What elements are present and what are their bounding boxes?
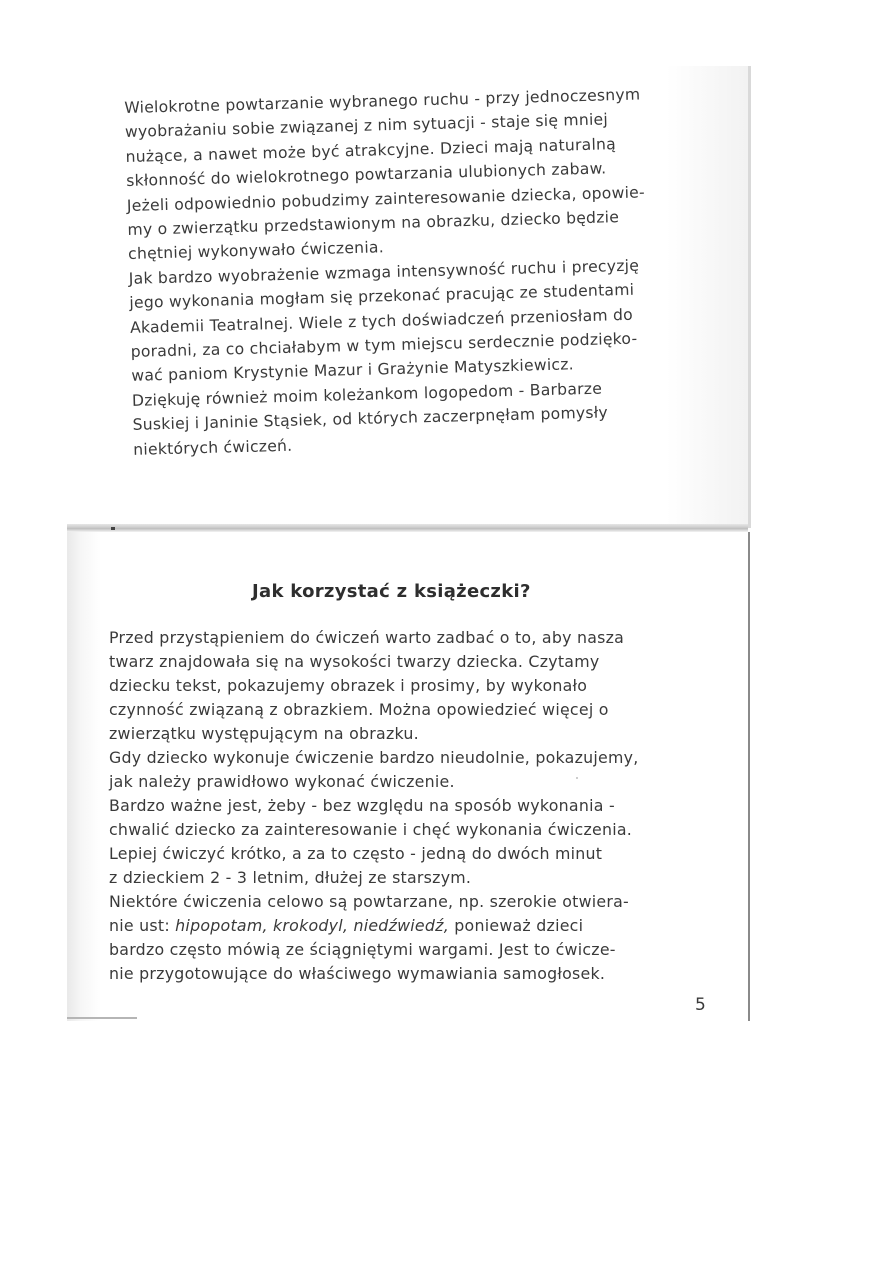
page-edge-line (67, 1017, 137, 1019)
upper-page (67, 66, 751, 528)
text-line: Wielokrotne powtarzanie wybranego ruchu - przy jednoczesnym (124, 85, 641, 117)
text-line: wyobrażaniu sobie związanej z nim sytuacji - staje się mniej (124, 110, 609, 142)
text-line: jego wykonania mogłam się przekonać pracując ze studentami (129, 280, 635, 313)
page-number: 5 (695, 995, 706, 1015)
text-line: Suskiej i Janinie Stąsiek, od których zaczerpnęłam pomysły (132, 403, 609, 435)
text-line: Gdy dziecko wykonuje ćwiczenie bardzo nieudolnie, pokazujemy, (109, 748, 639, 767)
text-line: nie ust: hipopotam, krokodyl, niedźwiedź, ponieważ dzieci (109, 916, 584, 935)
section-heading: Jak korzystać z książeczki? (252, 581, 531, 602)
page-fold-divider (67, 524, 748, 532)
text-line: Jak bardzo wyobrażenie wzmaga intensywność ruchu i precyzję (128, 256, 640, 288)
scan-area (67, 66, 748, 1021)
text-line: Niektóre ćwiczenia celowo są powtarzane, np. szerokie otwiera- (109, 892, 630, 911)
text-line: dziecku tekst, pokazujemy obrazek i prosimy, by wykonało (109, 676, 588, 695)
italic-examples: hipopotam, krokodyl, niedźwiedź, (175, 916, 449, 935)
text-line: zwierzątku występującym na obrazku. (109, 724, 419, 743)
upper-text-block (124, 82, 652, 462)
text-line: czynność związaną z obrazkiem. Można opowiedzieć więcej o (109, 700, 609, 719)
text-line: Bardzo ważne jest, żeby - bez względu na sposób wykonania - (109, 796, 615, 815)
text-line: niektórych ćwiczeń. (133, 436, 293, 459)
text-line: chętniej wykonywało ćwiczenia. (127, 238, 385, 264)
scan-mark (111, 527, 115, 530)
text-line: wać paniom Krystynie Mazur i Grażynie Matyszkiewicz. (131, 355, 575, 386)
text-line: Jeżeli odpowiednio pobudzimy zainteresowanie dziecka, opowie- (126, 183, 646, 215)
text-line: z dzieckiem 2 - 3 letnim, dłużej ze starszym. (109, 868, 472, 887)
text-line: Lepiej ćwiczyć krótko, a za to często - jedną do dwóch minut (109, 844, 603, 863)
text-line: my o zwierzątku przedstawionym na obrazku, dziecko będzie (127, 208, 620, 239)
text-line: twarz znajdowała się na wysokości twarzy dziecka. Czytamy (109, 652, 600, 671)
text-line: chwalić dziecko za zainteresowanie i chęć wykonania ćwiczenia. (109, 820, 633, 839)
text-line: nużące, a nawet może być atrakcyjne. Dzieci mają naturalną (125, 134, 617, 166)
text-line: jak należy prawidłowo wykonać ćwiczenie. (109, 772, 455, 791)
text-line: skłonność do wielokrotnego powtarzania ulubionych zabaw. (125, 159, 607, 191)
scan-speck (576, 777, 578, 779)
text-line: bardzo często mówią ze ściągniętymi wargami. Jest to ćwicze- (109, 940, 616, 959)
text-line: Akademii Teatralnej. Wiele z tych doświadczeń przeniosłam do (129, 305, 634, 337)
text-line: Dziękuję również moim koleżankom logopedom - Barbarze (131, 379, 603, 410)
text-line: nie przygotowujące do właściwego wymawiania samogłosek. (109, 964, 606, 983)
text-line: poradni, za co chciałabym w tym miejscu serdecznie podzięko- (130, 329, 638, 361)
text-line: Przed przystąpieniem do ćwiczeń warto zadbać o to, aby nasza (109, 628, 625, 647)
lower-text-block (109, 626, 639, 986)
